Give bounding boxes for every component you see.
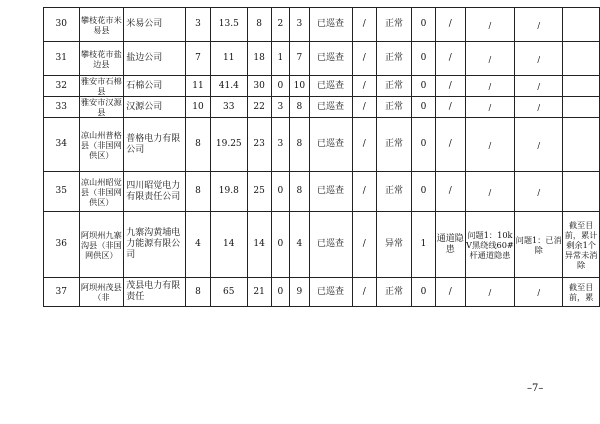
condition-cell: 正常: [377, 118, 412, 172]
note-cell: [563, 172, 600, 212]
value-cell-1: 11: [186, 76, 211, 97]
value-cell-4: 2: [271, 8, 290, 42]
status-cell: 已巡查: [309, 76, 352, 97]
abnormal-count-cell: 0: [412, 97, 436, 118]
value-cell-4: 1: [271, 42, 290, 76]
table-row: [44, 172, 600, 212]
value-cell-4: 0: [271, 172, 290, 212]
note-cell: 截至目前，累: [563, 278, 600, 307]
value-cell-2: 33: [210, 97, 247, 118]
value-cell-2: 14: [210, 212, 247, 278]
fix-cell: /: [515, 76, 563, 97]
row-number: 37: [44, 278, 80, 307]
status-cell: 已巡查: [309, 172, 352, 212]
abnormal-count-cell: 0: [412, 8, 436, 42]
county-cell: 攀枝花市盐边县: [79, 42, 124, 76]
issue-type-cell: /: [435, 278, 465, 307]
issue-type-cell: /: [435, 76, 465, 97]
issue-cell: /: [465, 118, 515, 172]
condition-cell: 正常: [377, 42, 412, 76]
value-cell-3: 21: [247, 278, 271, 307]
condition-cell: 正常: [377, 97, 412, 118]
table-row: [44, 97, 600, 118]
row-number: 31: [44, 42, 80, 76]
value-cell-4: 0: [271, 76, 290, 97]
table-row: [44, 42, 600, 76]
row-number: 34: [44, 118, 80, 172]
issue-cell: /: [465, 172, 515, 212]
table-row: [44, 76, 600, 97]
issue-type-cell: /: [435, 172, 465, 212]
value-cell-2: 19.8: [210, 172, 247, 212]
status-cell: 已巡查: [309, 118, 352, 172]
value-cell-1: 8: [186, 118, 211, 172]
condition-cell: 异常: [377, 212, 412, 278]
value-cell-3: 22: [247, 97, 271, 118]
value-cell-2: 65: [210, 278, 247, 307]
row-number: 33: [44, 97, 80, 118]
abnormal-count-cell: 0: [412, 172, 436, 212]
value-cell-5: 7: [290, 42, 309, 76]
value-cell-5: 8: [290, 172, 309, 212]
table-row: [44, 212, 600, 278]
col-r1-cell: /: [352, 212, 377, 278]
table-body: [44, 8, 600, 307]
value-cell-5: 9: [290, 278, 309, 307]
status-cell: 已巡查: [309, 278, 352, 307]
abnormal-count-cell: 0: [412, 278, 436, 307]
issue-type-cell: 通道隐患: [435, 212, 465, 278]
status-cell: 已巡查: [309, 97, 352, 118]
issue-type-cell: /: [435, 97, 465, 118]
row-number: 32: [44, 76, 80, 97]
note-cell: [563, 76, 600, 97]
value-cell-4: 3: [271, 118, 290, 172]
county-cell: 阿坝州茂县（非: [79, 278, 124, 307]
value-cell-5: 8: [290, 118, 309, 172]
company-cell: 米易公司: [124, 8, 186, 42]
fix-cell: /: [515, 278, 563, 307]
value-cell-2: 11: [210, 42, 247, 76]
row-number: 36: [44, 212, 80, 278]
col-r1-cell: /: [352, 278, 377, 307]
value-cell-2: 19.25: [210, 118, 247, 172]
value-cell-3: 30: [247, 76, 271, 97]
condition-cell: 正常: [377, 8, 412, 42]
row-number: 30: [44, 8, 80, 42]
fix-cell: 问题1：已消除: [515, 212, 563, 278]
col-r1-cell: /: [352, 97, 377, 118]
company-cell: 石棉公司: [124, 76, 186, 97]
value-cell-2: 41.4: [210, 76, 247, 97]
condition-cell: 正常: [377, 278, 412, 307]
value-cell-1: 7: [186, 42, 211, 76]
county-cell: 阿坝州九寨沟县（非国网供区）: [79, 212, 124, 278]
abnormal-count-cell: 0: [412, 76, 436, 97]
company-cell: 汉源公司: [124, 97, 186, 118]
value-cell-1: 10: [186, 97, 211, 118]
county-cell: 攀枝花市米易县: [79, 8, 124, 42]
company-cell: 九寨沟黄埔电力能源有限公司: [124, 212, 186, 278]
company-cell: 盐边公司: [124, 42, 186, 76]
issue-type-cell: /: [435, 118, 465, 172]
inspection-table: [43, 7, 600, 307]
col-r1-cell: /: [352, 172, 377, 212]
county-cell: 雅安市石棉县: [80, 76, 122, 96]
value-cell-1: 8: [186, 278, 211, 307]
table-row: [44, 278, 600, 307]
issue-cell: /: [465, 97, 515, 118]
table-row: [44, 118, 600, 172]
fix-cell: /: [515, 97, 563, 118]
value-cell-4: 3: [271, 97, 290, 118]
status-cell: 已巡查: [309, 42, 352, 76]
value-cell-4: 0: [271, 212, 290, 278]
issue-cell: /: [465, 42, 515, 76]
value-cell-1: 4: [186, 212, 211, 278]
company-cell: 普格电力有限公司: [124, 118, 186, 172]
page-number: –7–: [527, 383, 544, 394]
county-cell: 凉山州昭觉县（非国网供区）: [79, 172, 124, 212]
note-cell: [563, 42, 600, 76]
note-cell: [563, 118, 600, 172]
value-cell-5: 3: [290, 8, 309, 42]
value-cell-2: 13.5: [210, 8, 247, 42]
abnormal-count-cell: 0: [412, 42, 436, 76]
issue-cell: /: [465, 8, 515, 42]
value-cell-4: 0: [271, 278, 290, 307]
county-cell: 雅安市汉源县: [80, 97, 122, 117]
company-cell: 四川昭觉电力有限责任公司: [124, 172, 186, 212]
col-r1-cell: /: [352, 8, 377, 42]
company-cell: 茂县电力有限责任: [124, 278, 186, 307]
value-cell-3: 25: [247, 172, 271, 212]
fix-cell: /: [515, 8, 563, 42]
value-cell-3: 8: [247, 8, 271, 42]
issue-cell: 问题1：10kV黑绕线60#杆通道隐患: [465, 212, 515, 278]
fix-cell: /: [515, 118, 563, 172]
county-cell: 凉山州普格县（非国网供区）: [79, 118, 124, 172]
table-row: [44, 8, 600, 42]
value-cell-1: 8: [186, 172, 211, 212]
value-cell-5: 10: [290, 76, 309, 97]
value-cell-3: 23: [247, 118, 271, 172]
status-cell: 已巡查: [309, 212, 352, 278]
fix-cell: /: [515, 42, 563, 76]
value-cell-3: 14: [247, 212, 271, 278]
fix-cell: /: [515, 172, 563, 212]
col-r1-cell: /: [352, 42, 377, 76]
issue-cell: /: [465, 76, 515, 97]
col-r1-cell: /: [352, 118, 377, 172]
value-cell-1: 3: [186, 8, 211, 42]
abnormal-count-cell: 1: [412, 212, 436, 278]
value-cell-5: 4: [290, 212, 309, 278]
issue-cell: /: [465, 278, 515, 307]
condition-cell: 正常: [377, 76, 412, 97]
condition-cell: 正常: [377, 172, 412, 212]
value-cell-5: 8: [290, 97, 309, 118]
value-cell-3: 18: [247, 42, 271, 76]
issue-type-cell: /: [435, 8, 465, 42]
status-cell: 已巡查: [309, 8, 352, 42]
issue-type-cell: /: [435, 42, 465, 76]
note-cell: 截至目前，累计剩余1个异常未消除: [563, 212, 600, 278]
note-cell: [563, 8, 600, 42]
abnormal-count-cell: 0: [412, 118, 436, 172]
row-number: 35: [44, 172, 80, 212]
col-r1-cell: /: [352, 76, 377, 97]
note-cell: [563, 97, 600, 118]
